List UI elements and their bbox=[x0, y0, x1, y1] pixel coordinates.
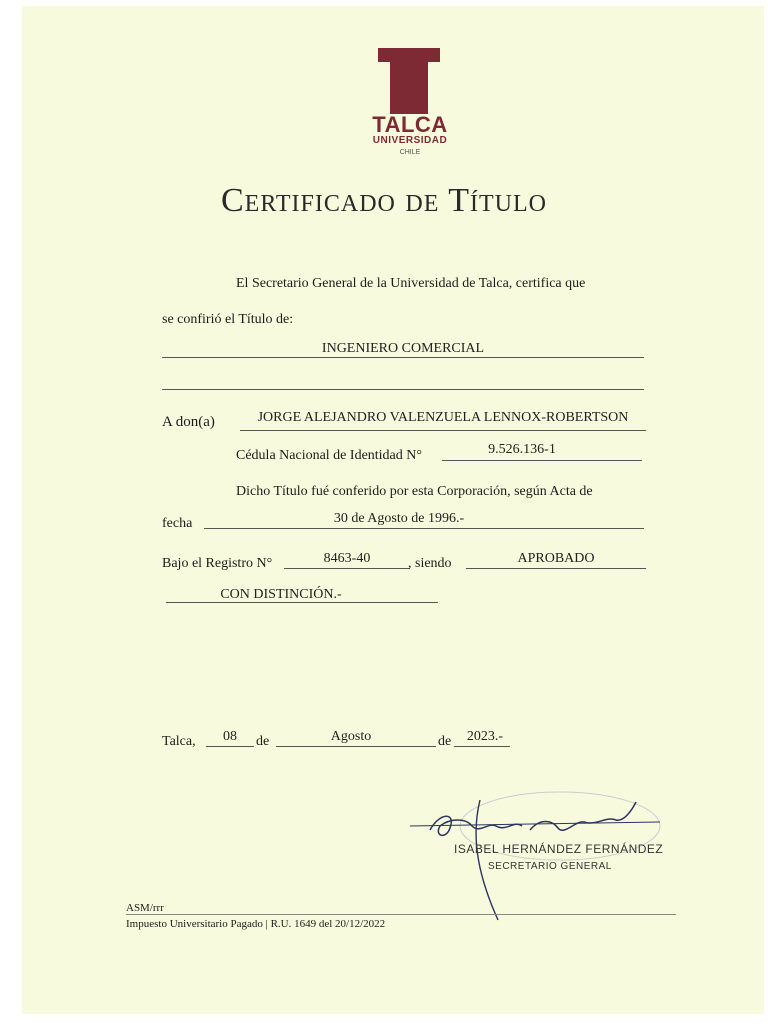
recipient-underline bbox=[240, 430, 646, 431]
issue-day: 08 bbox=[223, 729, 237, 744]
logo-mark-stem bbox=[390, 62, 428, 114]
id-number: 9.526.136-1 bbox=[488, 442, 556, 457]
recipient-name: JORGE ALEJANDRO VALENZUELA LENNOX-ROBERTSON bbox=[257, 410, 629, 425]
date-label: fecha bbox=[162, 516, 193, 531]
recipient-label: A don(a) bbox=[162, 414, 215, 430]
issue-month-underline bbox=[276, 746, 436, 747]
being-label: , siendo bbox=[408, 556, 452, 571]
logo-mark-top bbox=[378, 48, 440, 62]
signatory-name: ISABEL HERNÁNDEZ FERNÁNDEZ bbox=[454, 842, 664, 856]
registry-number: 8463-40 bbox=[323, 551, 371, 566]
distinction-value: CON DISTINCIÓN.- bbox=[220, 587, 342, 602]
issue-de-2: de bbox=[438, 734, 452, 749]
degree-underline bbox=[162, 357, 644, 358]
footer-tax-note: Impuesto Universitario Pagado | R.U. 1649 del 20/12/2022 bbox=[126, 918, 386, 930]
footer-rule bbox=[126, 914, 676, 915]
issue-de-1: de bbox=[256, 734, 270, 749]
conferred-text: Dicho Título fué conferido por esta Corporación, según Acta de bbox=[236, 484, 593, 499]
issue-month: Agosto bbox=[330, 729, 372, 744]
degree-value: INGENIERO COMERCIAL bbox=[321, 341, 485, 356]
issue-year-underline bbox=[454, 746, 510, 747]
issue-day-underline bbox=[206, 746, 254, 747]
act-date: 30 de Agosto de 1996.- bbox=[333, 511, 465, 526]
id-underline bbox=[442, 460, 642, 461]
intro-line-2: se confirió el Título de: bbox=[162, 312, 294, 327]
footer-initials: ASM/rrr bbox=[126, 902, 164, 914]
signatory-role: SECRETARIO GENERAL bbox=[488, 861, 612, 872]
certificate-title: Certificado de Título bbox=[220, 182, 548, 219]
logo-country: CHILE bbox=[399, 149, 421, 156]
issue-year: 2023.- bbox=[466, 729, 504, 744]
status-underline bbox=[466, 568, 646, 569]
logo-subtitle: UNIVERSIDAD bbox=[372, 135, 448, 146]
registry-label: Bajo el Registro N° bbox=[162, 556, 273, 571]
act-date-underline bbox=[204, 528, 644, 529]
intro-line-1: El Secretario General de la Universidad de Talca, certifica que bbox=[236, 276, 586, 291]
registry-underline bbox=[284, 568, 410, 569]
id-label: Cédula Nacional de Identidad N° bbox=[236, 448, 422, 463]
degree-extra-line bbox=[162, 389, 644, 390]
status-value: APROBADO bbox=[517, 551, 595, 566]
issue-city: Talca, bbox=[162, 734, 196, 749]
logo-name: TALCA bbox=[372, 112, 448, 137]
university-logo bbox=[360, 48, 460, 158]
